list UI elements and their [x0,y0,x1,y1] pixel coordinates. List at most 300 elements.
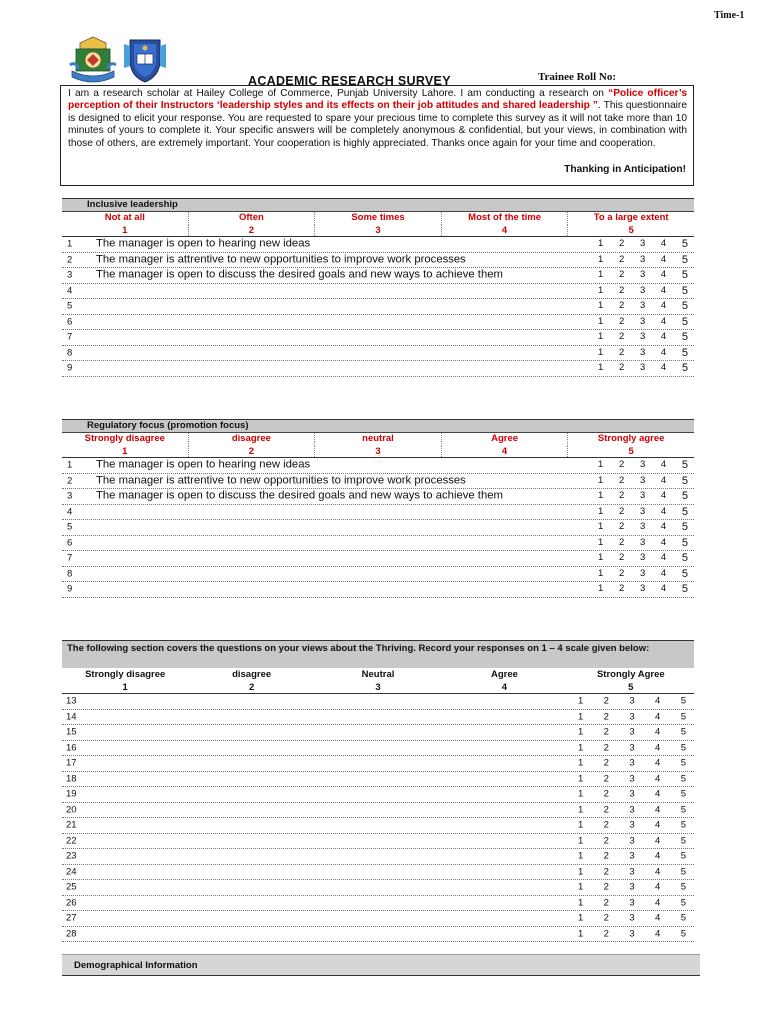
response-option-3[interactable]: 3 [629,928,635,940]
response-option-4[interactable]: 4 [660,346,667,358]
response-option-3[interactable]: 3 [639,315,646,327]
question-row [62,458,694,474]
response-option-5[interactable]: 5 [680,804,686,816]
survey-title: ACADEMIC RESEARCH SURVEY [248,74,451,88]
scale-number: 3 [375,682,381,693]
response-option-2[interactable]: 2 [618,459,625,471]
response-options [578,773,686,784]
regulatory-focus-section [62,419,694,598]
response-option-1[interactable]: 1 [578,804,584,816]
response-option-1[interactable]: 1 [598,300,604,312]
response-options [578,820,686,831]
response-option-5[interactable]: 5 [680,897,686,909]
scale-label: Most of the time [442,212,569,225]
response-option-4[interactable]: 4 [655,726,661,738]
response-options [578,711,686,722]
response-option-1[interactable]: 1 [598,552,604,564]
question-number: 9 [67,583,73,595]
response-options [578,897,686,908]
question-row [62,896,694,912]
response-option-3[interactable]: 3 [639,567,646,579]
response-option-3[interactable]: 3 [629,695,635,707]
response-option-5[interactable]: 5 [681,362,688,375]
scale-label: Not at all [62,212,189,225]
response-option-4[interactable]: 4 [655,788,661,800]
scale-label: disagree [232,669,272,680]
response-option-4[interactable]: 4 [655,866,661,878]
response-option-3[interactable]: 3 [629,757,635,769]
time-label: Time-1 [714,10,745,21]
question-row [62,710,694,726]
response-option-4[interactable]: 4 [660,284,667,296]
response-option-1[interactable]: 1 [598,536,604,548]
response-option-1[interactable]: 1 [598,238,604,250]
response-option-5[interactable]: 5 [681,505,688,518]
response-option-3[interactable]: 3 [629,866,635,878]
response-option-2[interactable]: 2 [603,711,609,723]
response-option-3[interactable]: 3 [639,536,646,548]
response-options [598,568,688,580]
question-number: 2 [67,475,73,487]
question-row [62,489,694,505]
question-row [62,756,694,772]
response-option-3[interactable]: 3 [639,583,646,595]
response-option-2[interactable]: 2 [603,773,609,785]
response-option-4[interactable]: 4 [660,567,667,579]
response-option-1[interactable]: 1 [578,912,584,924]
response-option-5[interactable]: 5 [681,459,688,472]
response-option-4[interactable]: 4 [655,819,661,831]
question-number: 5 [67,300,73,312]
response-option-4[interactable]: 4 [655,897,661,909]
scale-labels-row [62,668,694,681]
response-option-3[interactable]: 3 [639,474,646,486]
question-number: 26 [66,897,77,909]
response-options [598,537,688,549]
question-number: 21 [66,819,77,831]
response-option-2[interactable]: 2 [603,804,609,816]
response-option-3[interactable]: 3 [639,284,646,296]
question-row [62,694,694,710]
scale-label: Strongly disagree [62,433,189,446]
question-number: 5 [67,521,73,533]
response-option-5[interactable]: 5 [680,850,686,862]
question-row [62,268,694,284]
response-options [578,928,686,939]
response-option-1[interactable]: 1 [598,269,604,281]
question-number: 3 [67,490,73,502]
response-option-5[interactable]: 5 [681,521,688,534]
response-options [578,696,686,707]
research-topic-highlight: “Police officer’s perception of their Instructors ‘leadership styles and its effects on their job attitudes and shared leadership ” [68,88,687,112]
question-row [62,582,694,598]
response-option-3[interactable]: 3 [639,331,646,343]
response-option-1[interactable]: 1 [598,474,604,486]
response-option-5[interactable]: 5 [680,881,686,893]
question-row [62,849,694,865]
scale-number: 3 [315,446,442,457]
question-row [62,253,694,269]
response-option-1[interactable]: 1 [598,505,604,517]
response-option-3[interactable]: 3 [629,711,635,723]
question-number: 8 [67,347,73,359]
response-option-4[interactable]: 4 [660,474,667,486]
response-option-3[interactable]: 3 [629,773,635,785]
section-header: The following section covers the questions on your views about the Thriving. Record your responses on 1 – 4 scale given below: [62,640,694,668]
response-option-1[interactable]: 1 [578,773,584,785]
scale-number: 5 [628,682,634,693]
response-option-4[interactable]: 4 [655,804,661,816]
response-option-4[interactable]: 4 [660,269,667,281]
scale-label: Agree [490,669,518,680]
response-option-2[interactable]: 2 [618,238,625,250]
response-option-1[interactable]: 1 [578,866,584,878]
response-option-2[interactable]: 2 [618,284,625,296]
response-option-1[interactable]: 1 [578,897,584,909]
response-option-2[interactable]: 2 [603,695,609,707]
question-row [62,880,694,896]
response-option-4[interactable]: 4 [655,850,661,862]
response-option-1[interactable]: 1 [598,521,604,533]
response-options [598,300,688,312]
response-option-3[interactable]: 3 [639,490,646,502]
response-options [598,552,688,564]
response-option-4[interactable]: 4 [660,238,667,250]
response-options [578,789,686,800]
response-option-4[interactable]: 4 [660,583,667,595]
scale-labels-row [62,433,694,446]
response-option-2[interactable]: 2 [603,928,609,940]
response-option-4[interactable]: 4 [660,315,667,327]
response-option-4[interactable]: 4 [655,711,661,723]
scale-number: 2 [248,682,255,693]
scale-label: Some times [315,212,442,225]
response-option-1[interactable]: 1 [598,567,604,579]
intro-text-part1: I am a research scholar at Hailey College of Commerce, Punjab University Lahore. I am conducting a research on [68,88,609,99]
response-option-3[interactable]: 3 [639,459,646,471]
question-row [62,520,694,536]
response-option-3[interactable]: 3 [629,897,635,909]
response-option-3[interactable]: 3 [629,835,635,847]
scale-label: neutral [315,433,442,446]
response-options [598,331,688,343]
response-option-5[interactable]: 5 [680,928,686,940]
response-option-1[interactable]: 1 [578,819,584,831]
response-option-5[interactable]: 5 [680,912,686,924]
college-shield-logo [120,36,170,84]
response-option-3[interactable]: 3 [639,552,646,564]
response-option-5[interactable]: 5 [680,866,686,878]
response-options [578,866,686,877]
response-option-2[interactable]: 2 [618,505,625,517]
response-option-1[interactable]: 1 [578,757,584,769]
scale-number: 1 [122,682,128,693]
response-option-4[interactable]: 4 [655,742,661,754]
response-option-1[interactable]: 1 [578,850,584,862]
question-number: 3 [67,269,73,281]
response-options [598,254,688,266]
response-option-2[interactable]: 2 [618,474,625,486]
response-option-1[interactable]: 1 [598,490,604,502]
response-option-4[interactable]: 4 [660,505,667,517]
response-options [578,835,686,846]
response-option-3[interactable]: 3 [629,912,635,924]
response-option-4[interactable]: 4 [660,536,667,548]
response-options [598,490,688,502]
response-option-3[interactable]: 3 [639,238,646,250]
response-option-1[interactable]: 1 [578,742,584,754]
scale-number: 4 [442,225,569,236]
response-options [578,758,686,769]
question-number: 6 [67,537,73,549]
response-option-4[interactable]: 4 [655,928,661,940]
question-row [62,818,694,834]
response-option-3[interactable]: 3 [639,362,646,374]
response-option-3[interactable]: 3 [639,300,646,312]
response-option-3[interactable]: 3 [639,505,646,517]
question-row [62,330,694,346]
response-option-4[interactable]: 4 [660,552,667,564]
response-option-5[interactable]: 5 [681,536,688,549]
response-option-5[interactable]: 5 [680,819,686,831]
response-option-3[interactable]: 3 [639,269,646,281]
response-option-5[interactable]: 5 [680,788,686,800]
response-option-3[interactable]: 3 [639,521,646,533]
question-number: 6 [67,316,73,328]
response-option-1[interactable]: 1 [578,711,584,723]
response-option-5[interactable]: 5 [681,253,688,266]
scale-label: Agree [442,433,569,446]
response-option-1[interactable]: 1 [598,253,604,265]
response-option-2[interactable]: 2 [618,331,625,343]
response-option-5[interactable]: 5 [680,835,686,847]
response-option-5[interactable]: 5 [680,726,686,738]
response-option-2[interactable]: 2 [618,315,625,327]
response-option-2[interactable]: 2 [618,490,625,502]
question-number: 4 [67,506,73,518]
response-options [598,506,688,518]
question-number: 9 [67,362,73,374]
response-option-2[interactable]: 2 [603,866,609,878]
question-row [62,865,694,881]
trainee-roll-no-label: Trainee Roll No: [538,71,617,83]
scale-labels-row [62,212,694,225]
response-option-2[interactable]: 2 [603,819,609,831]
response-options [598,459,688,471]
response-option-2[interactable]: 2 [603,912,609,924]
response-option-3[interactable]: 3 [629,742,635,754]
scale-label: Strongly agree [597,433,665,444]
response-option-5[interactable]: 5 [680,711,686,723]
question-number: 8 [67,568,73,580]
question-number: 7 [67,552,73,564]
response-option-3[interactable]: 3 [629,788,635,800]
response-option-5[interactable]: 5 [680,757,686,769]
response-option-2[interactable]: 2 [618,583,625,595]
response-option-5[interactable]: 5 [681,284,688,297]
response-option-2[interactable]: 2 [603,850,609,862]
response-option-3[interactable]: 3 [639,253,646,265]
question-row [62,741,694,757]
question-number: 18 [66,773,77,785]
response-option-4[interactable]: 4 [660,300,667,312]
scale-number: 4 [442,446,569,457]
response-option-3[interactable]: 3 [629,850,635,862]
question-row [62,787,694,803]
intro-text-part2: . This questionnaire is designed to elicit your response. You are requested to spare your precious time to complete this survey as it will not take more than 10 minutes of yours to complete it. Your specific answers will be completely anonymous & confidential, but your views, in combination with those of others, are extremely important. Your cooperation is highly appreciated. Thanks once again for your time and cooperation. [68,100,687,149]
response-option-5[interactable]: 5 [681,490,688,503]
question-number: 25 [66,881,77,893]
question-row [62,834,694,850]
scale-number: 3 [315,225,442,236]
response-option-3[interactable]: 3 [629,804,635,816]
section-header: Inclusive leadership [62,198,694,212]
scale-number: 5 [628,225,634,236]
response-option-5[interactable]: 5 [680,773,686,785]
response-options [578,727,686,738]
response-option-1[interactable]: 1 [598,346,604,358]
question-text: The manager is attrentive to new opportunities to improve work processes [96,474,466,486]
response-option-4[interactable]: 4 [660,490,667,502]
response-option-4[interactable]: 4 [660,459,667,471]
response-option-2[interactable]: 2 [618,362,625,374]
response-option-2[interactable]: 2 [618,346,625,358]
introduction-box [60,85,694,186]
response-option-5[interactable]: 5 [681,315,688,328]
response-option-1[interactable]: 1 [578,788,584,800]
question-number: 2 [67,254,73,266]
question-number: 1 [67,238,73,250]
scale-numbers-row [62,446,694,458]
response-option-4[interactable]: 4 [655,912,661,924]
response-option-5[interactable]: 5 [681,269,688,282]
response-options [598,316,688,328]
university-crest-logo [66,35,120,85]
question-number: 7 [67,331,73,343]
demographics-header: Demographical Information [62,954,700,976]
question-number: 20 [66,804,77,816]
response-option-2[interactable]: 2 [618,253,625,265]
response-option-4[interactable]: 4 [660,253,667,265]
response-option-1[interactable]: 1 [598,331,604,343]
response-option-1[interactable]: 1 [598,362,604,374]
response-option-2[interactable]: 2 [603,757,609,769]
response-option-4[interactable]: 4 [660,331,667,343]
scale-label: Often [189,212,316,225]
response-option-2[interactable]: 2 [603,897,609,909]
response-option-1[interactable]: 1 [598,583,604,595]
response-option-2[interactable]: 2 [618,567,625,579]
response-options [578,913,686,924]
response-option-4[interactable]: 4 [660,362,667,374]
response-option-3[interactable]: 3 [629,726,635,738]
response-option-2[interactable]: 2 [603,788,609,800]
scale-number: 5 [628,446,634,457]
response-option-2[interactable]: 2 [618,536,625,548]
response-option-1[interactable]: 1 [598,459,604,471]
response-option-3[interactable]: 3 [629,819,635,831]
question-text: The manager is open to discuss the desired goals and new ways to achieve them [96,268,503,281]
response-option-5[interactable]: 5 [681,583,688,596]
scale-number: 1 [62,225,189,236]
scale-label: Strongly disagree [85,669,166,680]
question-number: 4 [67,285,73,297]
response-option-5[interactable]: 5 [681,552,688,565]
response-options [598,285,688,297]
question-number: 14 [66,711,77,723]
question-row [62,567,694,583]
scale-label: Strongly Agree [596,669,665,680]
response-option-1[interactable]: 1 [578,881,584,893]
response-option-5[interactable]: 5 [681,474,688,487]
scale-label: Neutral [361,669,395,680]
question-number: 15 [66,726,77,738]
question-number: 27 [66,912,77,924]
question-row [62,551,694,567]
response-option-4[interactable]: 4 [655,773,661,785]
question-row [62,803,694,819]
response-option-5[interactable]: 5 [681,331,688,344]
response-option-4[interactable]: 4 [655,835,661,847]
response-option-5[interactable]: 5 [681,238,688,251]
response-options [578,851,686,862]
question-number: 13 [66,695,77,707]
response-option-2[interactable]: 2 [603,742,609,754]
inclusive-leadership-section [62,198,694,377]
response-option-2[interactable]: 2 [603,726,609,738]
response-option-1[interactable]: 1 [578,835,584,847]
question-text: The manager is attrentive to new opportunities to improve work processes [96,253,466,265]
response-option-4[interactable]: 4 [655,695,661,707]
response-option-1[interactable]: 1 [578,695,584,707]
scale-label: disagree [189,433,316,446]
response-option-3[interactable]: 3 [629,881,635,893]
response-option-2[interactable]: 2 [603,835,609,847]
response-options [578,882,686,893]
question-number: 17 [66,757,77,769]
response-option-5[interactable]: 5 [680,695,686,707]
thriving-section [62,640,694,942]
response-option-2[interactable]: 2 [603,881,609,893]
section-header: Regulatory focus (promotion focus) [62,419,694,433]
response-options [598,362,688,374]
response-option-1[interactable]: 1 [598,315,604,327]
response-option-1[interactable]: 1 [598,284,604,296]
question-row [62,927,694,943]
response-option-1[interactable]: 1 [578,928,584,940]
response-option-4[interactable]: 4 [660,521,667,533]
response-option-5[interactable]: 5 [680,742,686,754]
question-number: 28 [66,928,77,940]
question-row [62,237,694,253]
response-option-5[interactable]: 5 [681,300,688,313]
response-option-2[interactable]: 2 [618,269,625,281]
response-option-2[interactable]: 2 [618,552,625,564]
response-option-5[interactable]: 5 [681,567,688,580]
response-option-5[interactable]: 5 [681,346,688,359]
items-list [62,458,694,598]
response-option-2[interactable]: 2 [618,521,625,533]
scale-number: 2 [189,225,316,236]
response-option-4[interactable]: 4 [655,757,661,769]
response-option-2[interactable]: 2 [618,300,625,312]
question-number: 19 [66,788,77,800]
question-row [62,299,694,315]
response-option-1[interactable]: 1 [578,726,584,738]
response-option-4[interactable]: 4 [655,881,661,893]
thriving-items-list [62,694,694,942]
response-option-3[interactable]: 3 [639,346,646,358]
